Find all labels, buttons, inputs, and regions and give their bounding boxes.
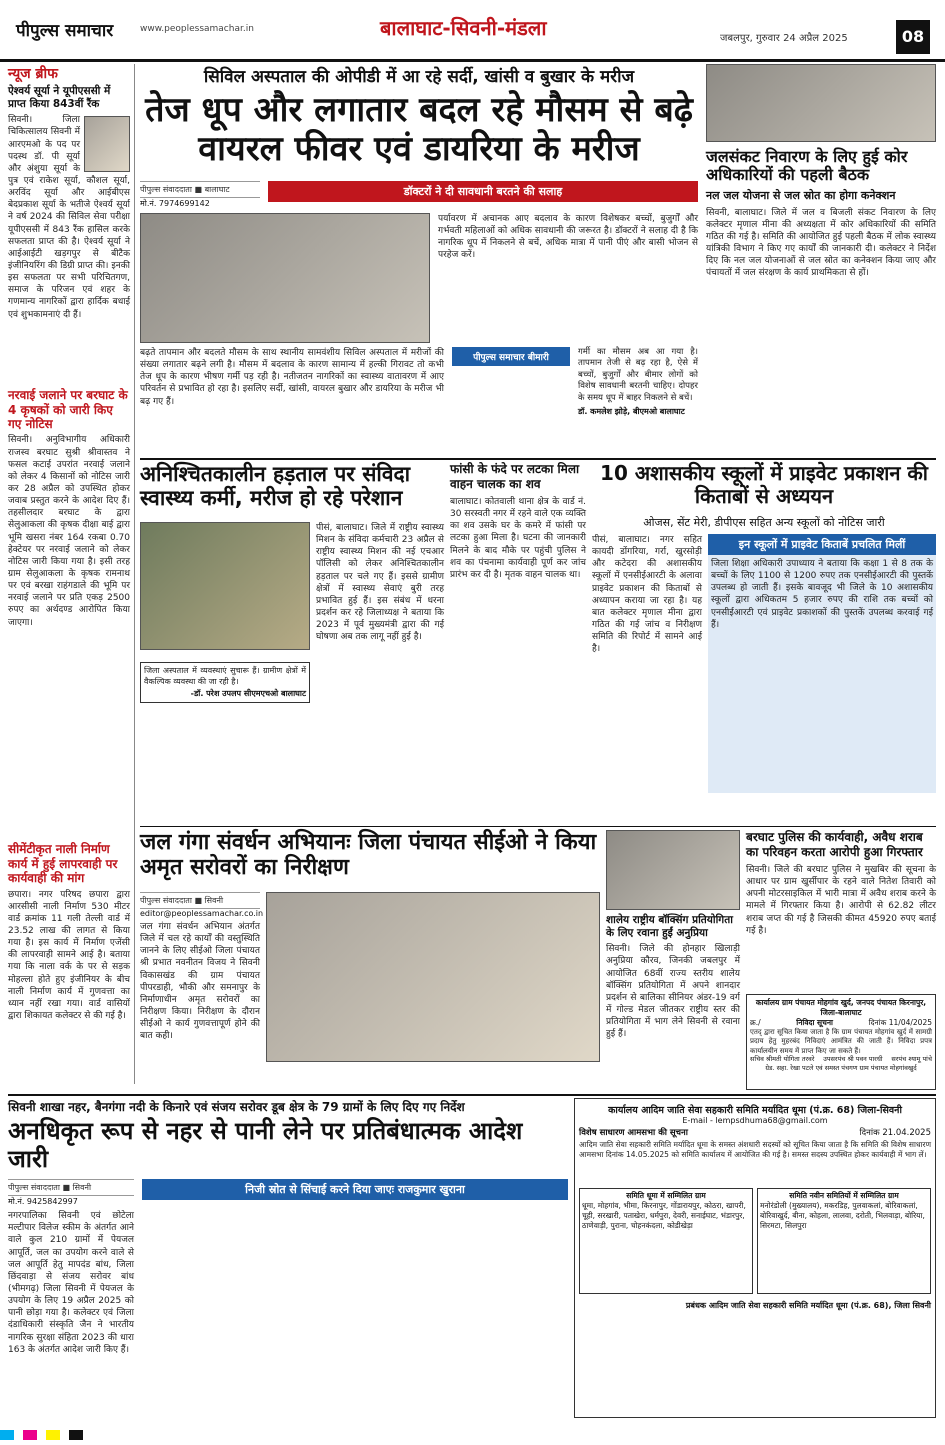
news-brief-column xyxy=(8,64,130,1084)
tender-date: दिनांक 11/04/2025 xyxy=(868,1018,932,1027)
liquor-story xyxy=(746,830,936,990)
section-title: बालाघाट-सिवनी-मंडला xyxy=(380,16,547,40)
masthead xyxy=(0,0,945,62)
tender-footer: ग्रेड. सहा. रेखा पटले एवं समस्त पंचगण ग्राम पंचायत मोहगांवखुर्द xyxy=(765,1064,917,1072)
meeting-date: दिनांक 21.04.2025 xyxy=(859,1128,931,1138)
lead-subkicker: डॉक्टरों ने दी सावधानी बरतने की सलाह xyxy=(268,181,698,202)
hanging-story xyxy=(450,462,586,822)
tender-sign-3: सरपंच श्यामू पांचे xyxy=(891,1055,932,1063)
meeting-photo xyxy=(706,64,936,142)
jal-ganga-byline: पीपुल्स संवाददाता ■ सिवनी xyxy=(140,892,260,909)
tender-body: एतद् द्वारा सूचित किया जाता है कि ग्राम पंचायत मोहगांव खुर्द में सामग्री प्रदाय हेतु मुहरबंद निविदाएं आमंत्रित की जाती हैं। निविदा प्रपत्र कार्यालयीन समय में प्राप्त किए जा सकते हैं। xyxy=(750,1028,932,1055)
tender-sign-2: उपसरपंच श्री पवन पारधी xyxy=(823,1055,883,1063)
meeting-email[interactable]: E-mail - lempsdhuma68@gmail.com xyxy=(682,1116,828,1125)
lead-mobile: मो.नं. 7974699142 xyxy=(140,199,210,208)
tender-sign-1: सचिव श्रीमती योगिता तरवरे xyxy=(750,1055,815,1063)
page-number: 08 xyxy=(896,20,930,54)
brief-3-title: सीमेंटीकृत नाली निर्माण कार्य में हुई लापरवाही पर कार्यवाही की मांग xyxy=(8,842,118,886)
brief-3-body: छपारा। नगर परिषद छपारा द्वारा आरसीसी नाली निर्माण 530 मीटर वार्ड क्रमांक 11 गली तेल्ली वार्ड में 23.52 लाख की लागत से किया गया है। इस कार्य में निर्माण एजेंसी की लापरवाही सामने आई है। बताया गया कि नाला वर्क के पर से सड़क मोहल्ला होते हुए इंजीनियर के बीच नाली निर्माण कार्य में गुणवत्ता का ध्यान नहीं रखा गया। वार्ड वासियों द्वारा शिकायत कलेक्टर से की गई है। xyxy=(8,889,130,1021)
boxing-story xyxy=(606,830,740,1080)
boxing-caption: शालेय राष्ट्रीय बॉक्सिंग प्रतियोगिता के लिए रवाना हुईं अनुप्रिया xyxy=(606,914,733,940)
liquor-headline: बरघाट पुलिस की कार्यवाही, अवैध शराब का परिवहन करता आरोपी हुआ गिरफ्तार xyxy=(746,830,923,859)
hospital-photo xyxy=(140,213,430,343)
jal-ganga-photo xyxy=(266,892,600,1062)
print-color-bar xyxy=(0,1425,945,1445)
lead-body-2: पर्यावरण में अचानक आए बदलाव के कारण विशेषकर बच्चों, बुजुर्गों और गर्भवती महिलाओं को अधिक सावधानी की जरूरत है। डॉक्टरों ने सलाह दी है कि नागरिक धूप में निकलने से बचें, अधिक मात्रा में पानी पीएं और बासी भोजन से परहेज करें। xyxy=(438,214,698,261)
jal-ganga-headline: जल गंगा संवर्धन अभियानः जिला पंचायत सीईओ ने किया अमृत सरोवरों का निरीक्षण xyxy=(140,830,597,881)
lead-headline: तेज धूप और लगातार बदल रहे मौसम से बढ़े वायरल फीवर एवं डायरिया के मरीज xyxy=(145,90,693,170)
jal-ganga-body: जल गंगा संवर्धन अभियान अंतर्गत जिले में चल रहे कार्यों की वस्तुस्थिति जानने के लिए सीईओ जिला पंचायत श्री प्रभात नवनीतन विजय ने सिवनी विकासखंड की ग्राम पंचायत पीपरडाही, भौकी और समनापुर के निर्माणाधीन अमृत सरोवरों का निरीक्षण किया। निरीक्षण के दौरान सीईओ ने कार्य गुणवत्तापूर्ण होने की बात कही। xyxy=(140,922,260,1042)
jal-ganga-story xyxy=(140,830,600,1080)
meeting-manager: प्रबंधक आदिम जाति सेवा सहकारी समिति मर्यादित धूमा (पं.क्र. 68), जिला सिवनी xyxy=(685,1301,931,1310)
brief-1-body: सिवनी। जिला चिकित्सालय सिवनी में आरएमओ के पद पर पदस्थ डॉ. पी सूर्या और अंशुया सूर्या के पुत्र एवं राकेश सूर्या, कौशल सूर्या, अरविंद सूर्या और आईबीएस बेदप्रकाश सूर्या के भतीजे ऐश्वर्य सूर्या ने वर्ष 2024 की सिविल सेवा परीक्षा यूपीएससी में 843 रैंक हासिल करके सफलता प्राप्त की है। ऐश्वर्य सूर्या ने आईआईटी खड़गपुर से बीटैक इंजीनियरिंग की डिग्री प्राप्त की। इनकी इस सफलता पर सभी परिचितगण, समाज के परिजन एवं शहर के गणमान्य नागरिकों द्वारा हार्दिक बधाई एवं शुभकामनाएं दी हैं। xyxy=(8,115,130,320)
lead-quote-author: डॉ. कमलेश झोड़े, बीएमओ बालाघाट xyxy=(578,407,685,417)
meeting-body: आदिम जाति सेवा सहकारी समिति मर्यादित धूमा के समस्त अंशधारी सदस्यों को सूचित किया जाता है कि समिति की विशेष साधारण आमसभा दिनांक 14.05.2025 को समिति कार्यालय में आयोजित की गई है। समस्त सदस्य उपस्थित होकर कार्यवाही में भाग लें। xyxy=(579,1140,931,1160)
schools-body: पीसं, बालाघाट। नगर सहित कायदी डोंगरिया, गर्रा, खुरसोड़ी और कटेदरा की अशासकीय स्कूलों में एनसीईआरटी के अलावा प्राइवेट प्रकाशन की किताबों से अध्यापन कराया जा रहा है। यह बात कलेक्टर मृणाल मीना द्वारा गठित की गई जांच व निरीक्षण समिति की रिपोर्ट में सामने आई है। xyxy=(592,535,702,655)
liquor-body: सिवनी। जिले की बरघाट पुलिस ने मुखबिर की सूचना के आधार पर ग्राम खुर्सीपार के रहने वाले नितेश तिवारी को अपनी मोटरसाइकिल में भारी मात्रा में अवैध शराब करने के मामले में गिरफ्तार किया है। आरोपी से 62.82 लीटर शराब जप्त की गई है जिसकी कीमत 45920 रुपए बताई गई है। xyxy=(746,865,936,936)
color-swatch-yellow xyxy=(46,1430,60,1440)
canal-byline: पीपुल्स संवाददाता ■ सिवनी xyxy=(8,1179,134,1196)
canal-headline: अनधिकृत रूप से नहर से पानी लेने पर प्रतिबंधात्मक आदेश जारी xyxy=(8,1117,523,1173)
village-list-1: धूमा, मोहगांव, भीमा, किरनापुर, गोंडारायपुर, कोठरा, खापरी, चूही, सरखारी, पताखेरा, धर्मपुरा, देवरी, सनाईघाट, भंडारपुर, ठाणेवाड़ी, पुराना, चोहनकंदला, कोडीखेड़ा xyxy=(582,1201,746,1230)
news-brief-tag: न्यूज ब्रीफ xyxy=(8,66,58,82)
boxer-photo xyxy=(606,830,740,910)
strike-headline: अनिश्चितकालीन हड़ताल पर संविदा स्वास्थ्य कर्मी, मरीज हो रहे परेशान xyxy=(140,462,411,511)
hanging-body: बालाघाट। कोतवाली थाना क्षेत्र के वार्ड नं. 30 सरस्वती नगर में रहने वाले एक व्यक्ति का शव उसके घर के कमरे में फांसी पर लटका हुआ मिला है। घटना की जानकारी मिलने के बाद मौके पर पहुंची पुलिस ने शव का पंचनामा कार्यवाही पूर्ण कर जांच प्रारंभ कर दी है। मृतक वाहन चालक था। xyxy=(450,497,586,580)
strike-story xyxy=(140,462,444,822)
jal-meeting-body: सिवनी, बालाघाट। जिले में जल व बिजली संकट निवारण के लिए कलेक्टर मृणाल मीना की अध्यक्षता में कोर अधिकारियों की समिति गठित की गई है। समिति की आयोजित हुई पहली बैठक में लोक स्वास्थ्य यांत्रिकी विभाग ने किए गए कार्यों की जानकारी दी। कलेक्टर ने निर्देश दिए कि नल जल योजनाओं से जल स्रोत का कनेक्शन किया जाए और पंचायतों में जल संरक्षण के कार्य प्राथमिकता से हों। xyxy=(706,207,936,279)
hanging-headline: फांसी के फंदे पर लटका मिला वाहन चालक का शव xyxy=(450,462,580,491)
strike-quote-author: -डॉ. परेश उपलप सीएमएचओ बालाघाट xyxy=(190,688,306,698)
canal-subkicker: निजी स्रोत से सिंचाई करने दिया जाएः राजकुमार खुराना xyxy=(142,1179,568,1200)
lead-byline: पीपुल्स संवाददाता ■ बालाघाट xyxy=(140,181,260,198)
tender-head: कार्यालय ग्राम पंचायत मोहगांव खुर्द, जनपद पंचायत किरनापुर, जिला-बालाघाट xyxy=(755,998,927,1017)
section-rule-2 xyxy=(140,826,936,827)
brand-url[interactable]: www.peoplessamachar.in xyxy=(140,24,254,34)
portrait-photo xyxy=(84,116,130,172)
color-swatch-magenta xyxy=(23,1430,37,1440)
meeting-title: विशेष साधारण आमसभा की सूचना xyxy=(579,1128,688,1138)
canal-kicker: सिवनी शाखा नहर, बैनगंगा नदी के किनारे एवं संजय सरोवर डूब क्षेत्र के 79 ग्रामों के लिए दिए गए निर्देश xyxy=(8,1100,465,1114)
village-list-2-title: समिति नवीन समितियों में सम्मिलित ग्राम xyxy=(789,1191,899,1200)
jal-ganga-email[interactable]: editor@peoplessamachar.co.in xyxy=(140,909,264,918)
canal-story xyxy=(8,1098,568,1418)
schools-box-title: इन स्कूलों में प्राइवेट किताबें प्रचलित मिलीं xyxy=(708,534,936,555)
brief-2-title: नरवाई जलाने पर बरघाट के 4 कृषकों को जारी किए गए नोटिस xyxy=(8,388,128,432)
village-list-1-title: समिति धूमा में सम्मिलित ग्राम xyxy=(626,1191,706,1200)
lead-kicker: सिविल अस्पताल की ओपीडी में आ रहे सर्दी, खांसी व बुखार के मरीज xyxy=(203,67,635,87)
section-rule-3 xyxy=(8,1094,936,1096)
strike-body: पीसं, बालाघाट। जिले में राष्ट्रीय स्वास्थ्य मिशन के संविदा कर्मचारी 23 अप्रैल से राष्ट्रीय स्वास्थ्य मिशन की नई एचआर पॉलिसी को लेकर अनिश्चितकालीन हड़ताल पर चले गए हैं। इससे ग्रामीण क्षेत्रों में स्वास्थ्य सेवाएं बुरी तरह प्रभावित हुई हैं। इस संबंध में धरना प्रदर्शन कर रहे जिलाध्यक्ष ने बताया कि 2023 में पूर्व मुख्यमंत्री द्वारा की गई घोषणा अब तक लागू नहीं हुई है। xyxy=(316,523,444,643)
lead-quote: गर्मी का मौसम अब आ गया है। तापमान तेजी से बढ़ रहा है, ऐसे में बच्चों, बुजुर्गों और बीमार लोगों को विशेष सावधानी बरतनी चाहिए। दोपहर के समय धूप में बाहर निकलने से बचें। xyxy=(578,347,698,403)
lead-story xyxy=(140,64,698,454)
schools-box-body: जिला शिक्षा अधिकारी उपाध्याय ने बताया कि कक्षा 1 से 8 तक के बच्चों के लिए 1100 से 1200 रुपए तक एनसीईआरटी की पुस्तकें उपलब्ध हो जाती हैं। इसके बावजूद भी जिले के 10 अशासकीय स्कूलों द्वारा अधिकतम 5 हजार रुपए की राशि तक बच्चों को एनसीईआरटी एवं प्राइवेट प्रकाशकों की पुस्तकें उपलब्ध करवाई गई हैं। xyxy=(708,555,936,793)
tender-notice xyxy=(746,994,936,1090)
brand-logo: पीपुल्स समाचार xyxy=(16,21,114,41)
jal-meeting-headline: जलसंकट निवारण के लिए हुई कोर अधिकारियों की पहली बैठक xyxy=(706,147,908,185)
canal-body: नगरपालिका सिवनी एवं छोटेला मल्टीपार विलेज स्कीम के अंतर्गत आने वाले कुल 210 ग्रामों में पेयजल आपूर्ति, जल का उपयोग करने वाले से जल आपूर्ति हेतु मापदंड बांध, जिला छिंदवाड़ा से संजय सरोवर बांध (भीमगढ़) जिला सिवनी में पेयजल के उपयोग के लिए 19 अप्रैल 2025 को पानी छोड़ा गया है। कलेक्टर एवं जिला दंडाधिकारी संस्कृति जैन ने भारतीय नागरिक सुरक्षा संहिता 2023 की धारा 163 के अंतर्गत आदेश जारी किए हैं। xyxy=(8,1211,134,1355)
schools-subhead: ओजस, सेंट मेरी, डीपीएस सहित अन्य स्कूलों को नोटिस जारी xyxy=(643,516,885,529)
tender-ref: क्र./ xyxy=(750,1018,761,1027)
jal-meeting-story xyxy=(706,64,936,454)
section-rule xyxy=(140,458,936,460)
issue-date: जबलपुर, गुरुवार 24 अप्रैल 2025 xyxy=(720,33,848,44)
meeting-head: कार्यालय आदिम जाति सेवा सहकारी समिति मर्यादित धूमा (पं.क्र. 68) जिला-सिवनी xyxy=(608,1105,902,1116)
lead-photo-tag: पीपुल्स समाचार बीमारी xyxy=(452,347,570,366)
color-swatch-black xyxy=(69,1430,83,1440)
schools-story xyxy=(592,462,936,822)
canal-mobile: मो.नं. 9425842997 xyxy=(8,1197,78,1207)
lead-body-1: बढ़ते तापमान और बदलते मौसम के साथ स्थानीय सामवंशीय सिविल अस्पताल में मरीजों की संख्या लगातार बढ़ने लगी है। मौसम में बदलाव के कारण सामान्य में हल्की गिरावट तो कभी तेज धूप के कारण भीषण गर्मी पड़ रही है। नतीजतन नागरिकों का स्वास्थ्य वातावरण में आए परिवर्तन से प्रभावित हो रहा है। इसलिए सर्दी, खांसी, वायरल बुखार और डायरिया के मरीज भी बढ़ गए हैं। xyxy=(140,348,444,407)
brief-2-body: सिवनी। अनुविभागीय अधिकारी राजस्व बरघाट सुश्री श्रीवास्तव ने फसल कटाई उपरांत नरवाई जलाने को लेकर 4 किसानों को नोटिस जारी कर 28 अप्रैल को उपस्थित होकर जवाब प्रस्तुत करने के आदेश दिए हैं। तहसीलदार बरघाट के द्वारा सेलुआकला की कृषक दीक्षा बाई द्वारा भूमि खसरा नंबर 164 रकबा 0.70 हेक्टेयर पर नरवाई जलाने को लेकर नोटिस जारी किया गया है। इसी तरह ग्राम सेलुआकला के कृषक रामनाथ पर एवं बरखा राहंगडाले की भूमि पर नरवाई जलाने पर प्रति एकड़ 2500 रुपए का अर्थदण्ड आरोपित किया जाएगा। xyxy=(8,435,130,628)
strike-photo xyxy=(140,522,310,650)
column-rule xyxy=(134,64,135,1084)
jal-meeting-subhead: नल जल योजना से जल स्रोत का होगा कनेक्शन xyxy=(706,188,896,202)
boxing-body: सिवनी। जिले की होनहार खिलाड़ी अनुप्रिया कौरव, जिनकी जबलपुर में आयोजित 68वीं राज्य स्तरीय शालेय बॉक्सिंग प्रतियोगिता में अपने शानदार प्रदर्शन से बालिका सीनियर अंडर-19 वर्ग में गोल्ड मेडल जीतकर राष्ट्रीय स्तर की प्रतियोगिता में भाग लेने सिवनी से रवाना हुई हैं। xyxy=(606,944,740,1040)
tender-title: निविदा सूचना xyxy=(796,1018,833,1027)
strike-quote: जिला अस्पताल में व्यवस्थाएं सुचारू हैं। ग्रामीण क्षेत्रों में वैकल्पिक व्यवस्था की जा रही है। xyxy=(144,666,306,686)
schools-headline: 10 अशासकीय स्कूलों में प्राइवेट प्रकाशन की किताबों से अध्ययन xyxy=(600,461,928,508)
village-list-2: मनोरंडोली (मुख्यालय), मकरडिह, पुलवाकलां, बोरिवाकलां, बोरिवाखुर्द, बीना, कोहला, लालवा, दरोती, भिलवाड़ा, बोरिया, सिरमटा, सिलपुरा xyxy=(760,1201,925,1230)
meeting-notice xyxy=(574,1098,936,1418)
color-swatch-cyan xyxy=(0,1430,14,1440)
brief-1-title: ऐश्वर्य सूर्या ने यूपीएससी में प्राप्त किया 843वीं रैंक xyxy=(8,85,111,111)
